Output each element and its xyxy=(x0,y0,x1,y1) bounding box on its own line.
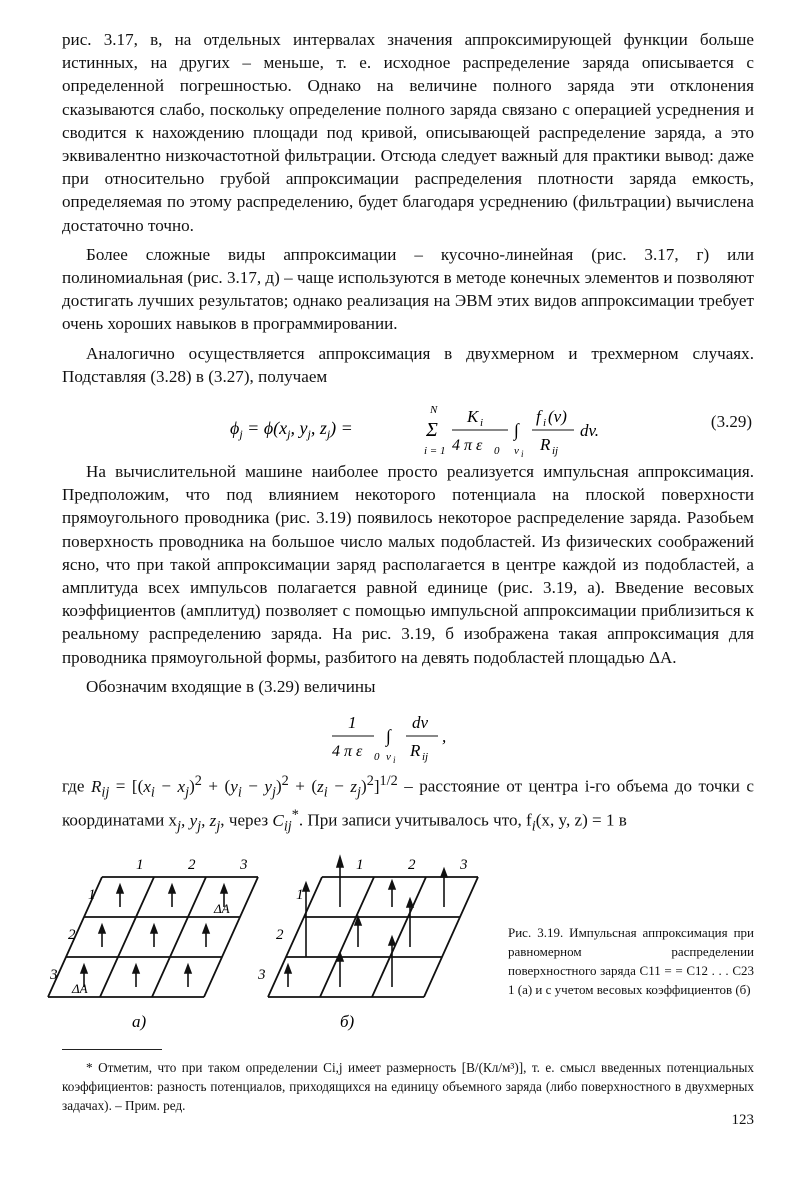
svg-text:dv: dv xyxy=(412,713,429,733)
page-content xyxy=(50,28,755,1115)
svg-text:0: 0 xyxy=(494,445,500,458)
svg-text:v: v xyxy=(514,445,519,458)
svg-text:(v): (v) xyxy=(548,407,567,427)
paragraph-5: Обозначим входящие в (3.29) величины xyxy=(86,676,376,696)
footnote: * Отметим, что при таком определении Ci,j имеет размерность [В/(Кл/м³)], т. е. смысл введенных потенциальных коэффициентов: разность потенциалов, приходящихся на единицу объемного заряда (либо поверхностного в двухмерных задачах). – Прим. ред. xyxy=(62,1059,754,1113)
svg-text:i: i xyxy=(543,417,547,430)
row-label-b-1: 1 xyxy=(296,886,304,903)
row-label-a-1: 1 xyxy=(88,886,96,903)
integral-svg xyxy=(332,708,472,766)
figure-svg xyxy=(50,847,502,1037)
svg-text:ij: ij xyxy=(552,445,559,458)
svg-text:4 π ε: 4 π ε xyxy=(332,743,363,761)
integral-expression xyxy=(62,704,754,766)
svg-text:∫: ∫ xyxy=(514,420,519,441)
col-label-a-2: 2 xyxy=(188,856,196,873)
equation-number: (3.29) xyxy=(710,412,752,432)
row-label-b-3: 3 xyxy=(258,966,266,983)
svg-text:i = 1: i = 1 xyxy=(424,445,446,458)
svg-text:,: , xyxy=(442,727,447,747)
figure-caption: Рис. 3.19. Импульсная аппроксимация при равномерном распределении поверхностного заряда C11 = = C12 . . . C23 1 (а) и с учетом весовых коэффициентов (б) xyxy=(508,924,754,997)
equation-body xyxy=(230,400,620,465)
svg-text:1: 1 xyxy=(348,713,357,733)
svg-text:4 π ε: 4 π ε xyxy=(452,437,483,455)
svg-text:f: f xyxy=(536,407,541,427)
svg-text:v: v xyxy=(386,751,391,764)
delta-a-bottom: ΔA xyxy=(72,980,88,996)
row-label-b-2: 2 xyxy=(276,926,284,943)
col-label-a-1: 1 xyxy=(136,856,144,873)
svg-text:dv.: dv. xyxy=(580,421,600,441)
paragraph-4: На вычислительной машине наиболее просто реализуется импульсная аппроксимация. Предположим, что под влиянием некоторого потенциала на плоской поверхности прямоугольного проводника (рис. 3.19) появилось некоторое распределение заряда. Разобьем поверхность проводника на большое число малых подобластей. Из физических соображений ясно, что при такой аппроксимации заряд располагается в центре каждой из подобластей, а амплитуда всех импульсов полагается равной единице (рис. 3.19, а). Введение весовых коэффициентов (амплитуд) позволяет с помощью импульсной аппроксимации приблизиться к реальному распределению заряда. На рис. 3.19, б изображена такая аппроксимация для проводника прямоугольной формы, разбитого на девять подобластей площадью ΔA. xyxy=(62,462,754,667)
diagram-a xyxy=(48,877,258,997)
svg-text:ϕj = ϕ(xj, yj, zj) =: $\phi_j = \phi(x_j$, $y_j$, $z_j$) = xyxy=(230,418,353,442)
svg-text:K: K xyxy=(467,407,479,427)
svg-text:R: R xyxy=(410,741,421,761)
footnote-divider xyxy=(62,1049,162,1050)
svg-text:ij: ij xyxy=(422,751,429,764)
svg-text:i: i xyxy=(521,449,524,460)
paragraph-6: где $R_{ij} = [(x_i - x_j)^2 + (y_i - y_j)^2 + (z_i - z_j)^2]^{1/2}$ – расстояние от центра i-го объема до точки с координатами $x_j$, $y_j$, $z_j$, через $C_{ij}^*$. При записи учитывалось что, $f_i(x$, y, z) = 1 в xyxy=(62,773,755,835)
row-label-a-3: 3 xyxy=(50,966,58,983)
row-label-a-2: 2 xyxy=(68,926,76,943)
col-label-b-3: 3 xyxy=(460,856,468,873)
svg-text:i: i xyxy=(393,755,396,766)
figure-label-b: б) xyxy=(340,1011,355,1031)
equation-3-29 xyxy=(62,392,754,460)
svg-text:N: N xyxy=(430,404,438,417)
diagram-a-arrows xyxy=(81,885,227,987)
delta-a-top: ΔA xyxy=(214,900,230,916)
paragraph-3: Аналогично осуществляется аппроксимация в двухмерном и трехмерном случаях. Подставляя (3.28) в (3.27), получаем xyxy=(62,343,754,386)
svg-text:∫: ∫ xyxy=(386,726,391,747)
col-label-b-2: 2 xyxy=(408,856,416,873)
page-number: 123 xyxy=(731,1112,754,1128)
figure-label-a: а) xyxy=(132,1011,147,1031)
svg-text:i: i xyxy=(480,417,484,430)
svg-text:R: R xyxy=(540,435,551,455)
col-label-b-1: 1 xyxy=(356,856,364,873)
col-label-a-3: 3 xyxy=(240,856,248,873)
svg-text:Σ: Σ xyxy=(426,419,438,442)
equation-svg xyxy=(230,400,620,460)
figure-3-19 xyxy=(50,847,754,1037)
paragraph-2: Более сложные виды аппроксимации – кусочно-линейная (рис. 3.17, г) или полиномиальная (рис. 3.17, д) – чаще используются в методе конечных элементов и позволяют достигать лучших результатов; однако реализация на ЭВМ этих видов аппроксимации требует очень хороших навыков в программировании. xyxy=(62,244,754,334)
paragraph-1: рис. 3.17, в, на отдельных интервалах значения аппроксимирующей функции больше истинных, на других – меньше, т. е. исходное распределение заряда описывается с определенной погрешностью. Однако на величине полного заряда эти отклонения сказываются слабо, поскольку определение полного заряда связано с операцией усреднения и сводится к нахождению площади под кривой, описывающей распределение заряда, а это эквивалентно низкочастотной фильтрации. Отсюда следует важный для практики вывод: даже при относительно грубой аппроксимации распределения плотности заряда емкость, определяемая по этому распределению, будет благодаря усреднению (фильтрации) вычислена достаточно точно. xyxy=(62,30,754,235)
svg-text:0: 0 xyxy=(374,751,380,764)
